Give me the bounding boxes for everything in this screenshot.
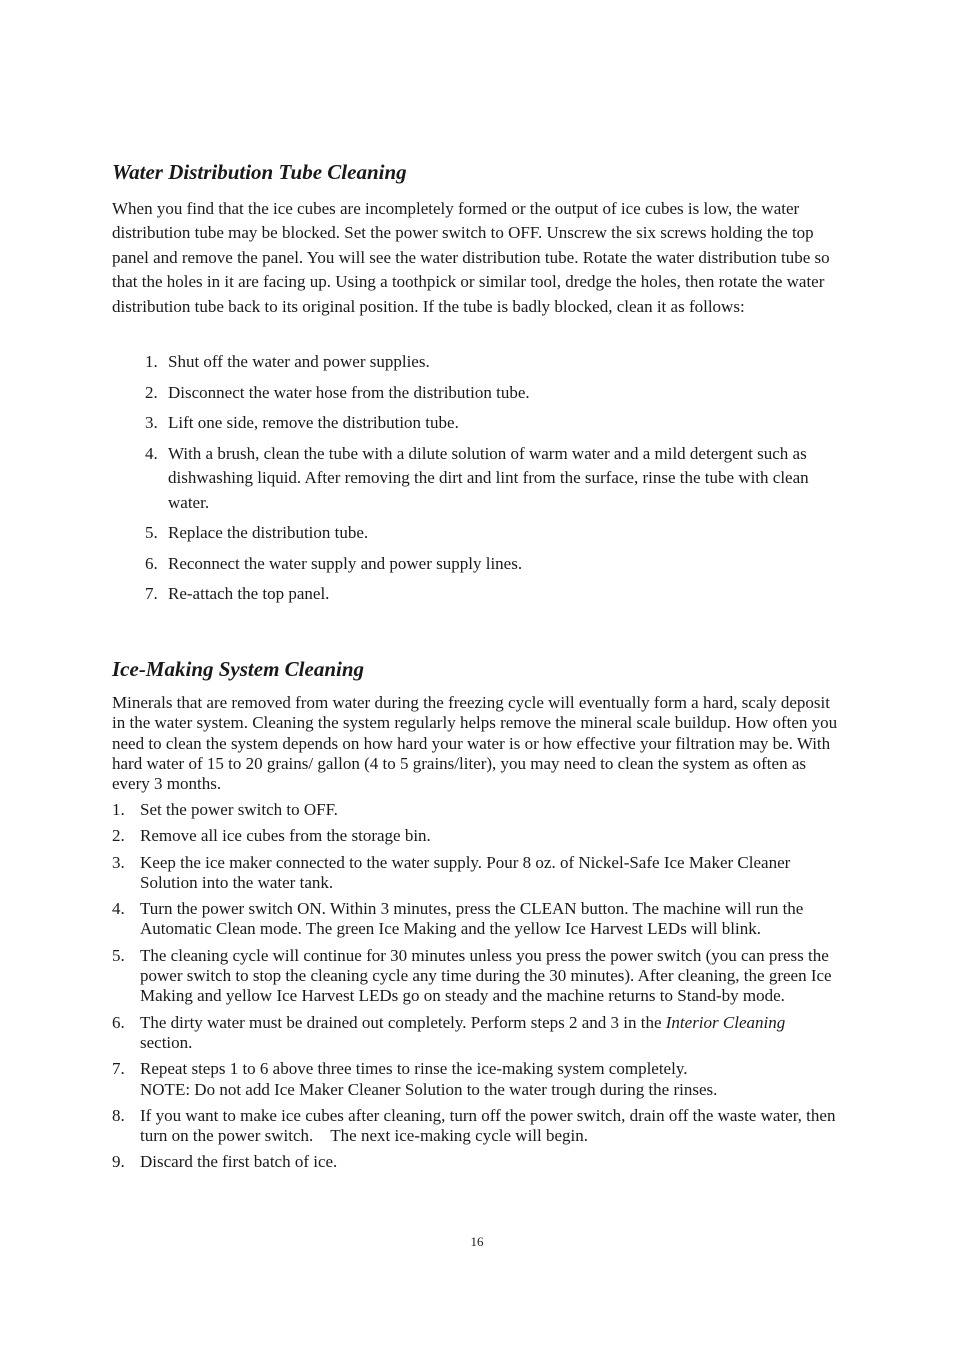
list-item bbox=[112, 853, 840, 894]
list-item bbox=[145, 442, 835, 515]
step-text: Set the power switch to OFF. bbox=[140, 800, 338, 819]
list-item bbox=[112, 826, 840, 846]
step-text: Discard the first batch of ice. bbox=[140, 1152, 338, 1172]
step-text: Replace the distribution tube. bbox=[168, 523, 369, 543]
section-intro-paragraph: Minerals that are removed from water during the freezing cycle will eventually form a hard, scaly deposit in the water system. Cleaning the system regularly helps remove the mineral scale buildup. How often you need to clean the system depends on how hard your water is or how effective your filtration may be. With hard water of 15 to 20 grains/ gallon (4 to 5 grains/liter), you may need to clean the system as often as every 3 months. bbox=[112, 693, 838, 794]
step-number: 7. bbox=[112, 1059, 125, 1079]
step-number: 3. bbox=[112, 852, 125, 872]
step-number: 1. bbox=[145, 352, 158, 371]
step-text: If you want to make ice cubes after cleaning, turn off the power switch, drain off the waste water, then turn on the power switch. The next ice-making cycle will begin. bbox=[140, 1105, 836, 1146]
step-number: 2. bbox=[145, 382, 158, 402]
step-text: Lift one side, remove the distribution tube. bbox=[168, 413, 459, 433]
step-number: 6. bbox=[112, 1012, 125, 1032]
list-item bbox=[145, 381, 835, 405]
list-item bbox=[112, 946, 840, 1007]
section-title-water-distribution-tube-cleaning: Water Distribution Tube Cleaning bbox=[112, 160, 407, 184]
page-number: 16 bbox=[470, 1234, 484, 1249]
step-text: Re-attach the top panel. bbox=[168, 584, 330, 604]
list-item bbox=[145, 582, 835, 606]
step-number: 1. bbox=[112, 800, 125, 819]
step-number: 6. bbox=[145, 553, 158, 573]
section-reference: Interior Cleaning bbox=[665, 1012, 786, 1032]
step-text: Remove all ice cubes from the storage bin. bbox=[140, 826, 431, 846]
list-item bbox=[145, 350, 835, 374]
list-item bbox=[112, 1013, 840, 1054]
step-number: 5. bbox=[145, 523, 158, 543]
step-number: 5. bbox=[112, 945, 125, 965]
step-number: 3. bbox=[145, 413, 158, 433]
step-text: The cleaning cycle will continue for 30 minutes unless you press the power switch (you can press the power switch to stop the cleaning cycle any time during the 30 minutes). After cleaning, the green Ice Making and yellow Ice Harvest LEDs go on steady and the machine returns to Stand-by mode. bbox=[140, 945, 832, 1006]
step-number: 4. bbox=[112, 899, 125, 919]
section-title-ice-making-system-cleaning: Ice-Making System Cleaning bbox=[112, 657, 365, 681]
tube-cleaning-steps bbox=[145, 350, 835, 613]
step-text: With a brush, clean the tube with a dilute solution of warm water and a mild detergent such as dishwashing liquid. After removing the dirt and lint from the surface, rinse the tube with clean water. bbox=[168, 443, 809, 512]
system-cleaning-steps bbox=[112, 800, 840, 1179]
step-number: 4. bbox=[145, 443, 158, 463]
list-item bbox=[112, 1106, 840, 1147]
step-text: Disconnect the water hose from the distribution tube. bbox=[168, 382, 530, 402]
step-number: 9. bbox=[112, 1152, 125, 1172]
step-text: Turn the power switch ON. Within 3 minutes, press the CLEAN button. The machine will run the Automatic Clean mode. The green Ice Making and the yellow Ice Harvest LEDs will blink. bbox=[140, 899, 804, 939]
list-item bbox=[145, 521, 835, 545]
step-text-before: The dirty water must be drained out completely. Perform steps 2 and 3 in the bbox=[140, 1012, 666, 1032]
step-number: 7. bbox=[145, 584, 158, 604]
step-number: 2. bbox=[112, 826, 125, 846]
list-item bbox=[112, 1059, 840, 1100]
list-item bbox=[145, 552, 835, 576]
step-text-after: section. bbox=[140, 1032, 193, 1052]
list-item bbox=[112, 1152, 840, 1172]
step-note: NOTE: Do not add Ice Maker Cleaner Solution to the water trough during the rinses. bbox=[140, 1079, 718, 1099]
step-text: Repeat steps 1 to 6 above three times to rinse the ice-making system completely. bbox=[140, 1059, 688, 1079]
list-item bbox=[112, 899, 840, 940]
list-item bbox=[145, 411, 835, 435]
step-text: Reconnect the water supply and power supply lines. bbox=[168, 553, 523, 573]
step-text: Keep the ice maker connected to the water supply. Pour 8 oz. of Nickel-Safe Ice Maker Cleaner Solution into the water tank. bbox=[140, 852, 791, 892]
step-text: Shut off the water and power supplies. bbox=[168, 352, 430, 371]
list-item bbox=[112, 800, 840, 820]
step-number: 8. bbox=[112, 1105, 125, 1125]
section-intro-paragraph: When you find that the ice cubes are incompletely formed or the output of ice cubes is low, the water distribution tube may be blocked. Set the power switch to OFF. Unscrew the six screws holding the top panel and remove the panel. You will see the water distribution tube. Rotate the water distribution tube so that the holes in it are facing up. Using a toothpick or similar tool, dredge the holes, then rotate the water distribution tube back to its original position. If the tube is badly blocked, clean it as follows: bbox=[112, 199, 830, 316]
